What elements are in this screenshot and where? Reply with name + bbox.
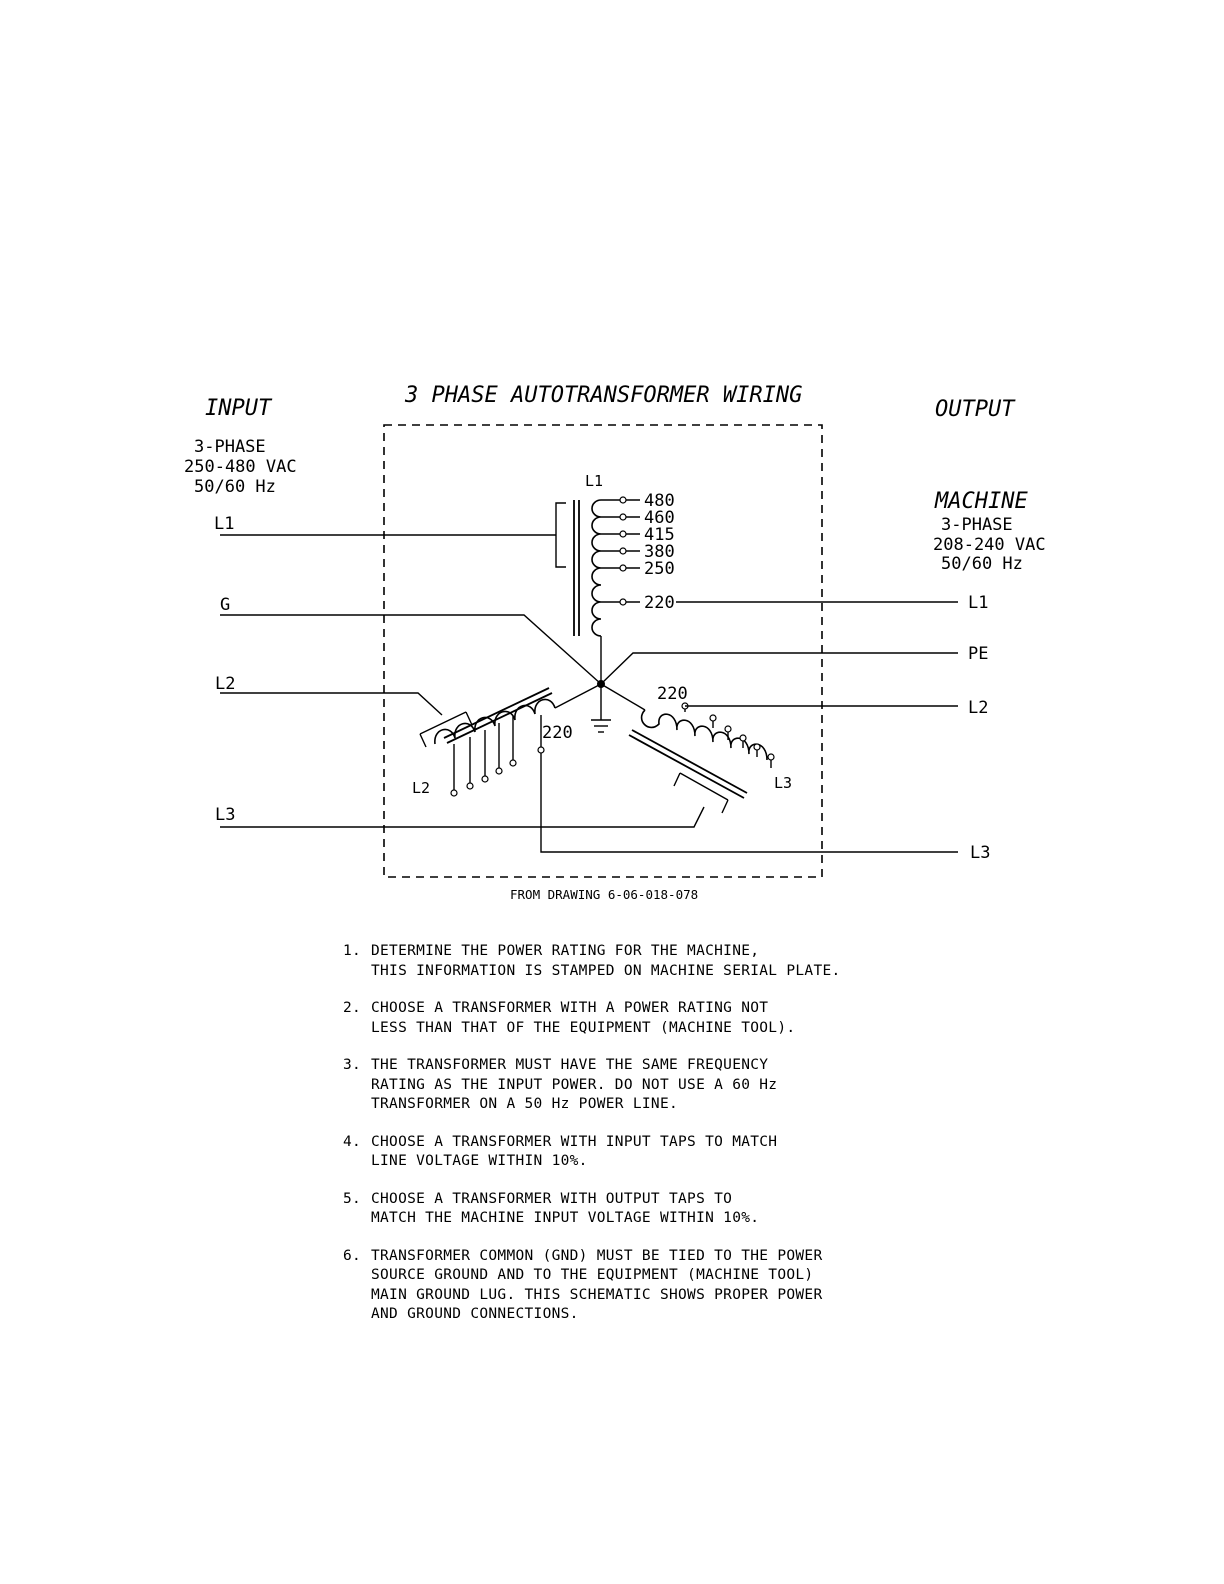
- note-number: 5.: [343, 1190, 362, 1207]
- note-item: [343, 999, 903, 1038]
- output-line-l1: L1: [968, 593, 989, 613]
- l3-winding-label: L3: [774, 774, 793, 792]
- output-phase: 3-PHASE: [941, 515, 1013, 535]
- output-l3-wire: [541, 753, 958, 852]
- diagram-title: 3 PHASE AUTOTRANSFORMER WIRING: [405, 383, 803, 408]
- note-text: DETERMINE THE POWER RATING FOR THE MACHINE, THIS INFORMATION IS STAMPED ON MACHINE SERIAL PLATE.: [371, 943, 841, 979]
- note-number: 4.: [343, 1133, 362, 1150]
- source-note: FROM DRAWING 6-06-018-078: [510, 887, 699, 902]
- input-l3-wire: [220, 807, 704, 827]
- transformer-enclosure: [384, 425, 822, 877]
- l2-tap-220: 220: [542, 723, 573, 743]
- note-number: 3.: [343, 1057, 362, 1073]
- l3-tap-220: 220: [657, 684, 688, 704]
- note-text: CHOOSE A TRANSFORMER WITH INPUT TAPS TO MATCH LINE VOLTAGE WITHIN 10%.: [371, 1133, 778, 1169]
- tap-460: 460: [644, 508, 675, 528]
- tap-220: 220: [644, 593, 675, 613]
- output-pe-wire: [601, 653, 958, 684]
- l2-winding: [420, 684, 601, 796]
- input-line-l1: L1: [214, 514, 235, 534]
- note-item: [343, 942, 903, 981]
- tap-415: 415: [644, 525, 675, 545]
- input-line-g: G: [220, 595, 231, 615]
- output-line-l2: L2: [968, 698, 989, 718]
- output-voltage: 208-240 VAC: [933, 535, 1046, 555]
- note-item: [343, 1133, 903, 1172]
- note-number: 1.: [343, 943, 362, 959]
- notes-list: [343, 942, 903, 1343]
- note-text: THE TRANSFORMER MUST HAVE THE SAME FREQUENCY RATING AS THE INPUT POWER. DO NOT USE A 60 Hz TRANSFORMER ON A 50 Hz POWER LINE.: [371, 1057, 778, 1112]
- note-number: 2.: [343, 1000, 362, 1016]
- note-text: TRANSFORMER COMMON (GND) MUST BE TIED TO THE POWER SOURCE GROUND AND TO THE EQUIPMENT (MACHINE TOOL) MAIN GROUND LUG. THIS SCHEMATIC SHOWS PROPER POWER AND GROUND CONNECTIONS.: [371, 1247, 823, 1322]
- input-line-l3: L3: [215, 805, 236, 825]
- ground-icon: [591, 684, 611, 732]
- input-l2-wire: [220, 693, 442, 715]
- tap-250: 250: [644, 559, 675, 579]
- input-voltage: 250-480 VAC: [184, 457, 297, 477]
- input-phase: 3-PHASE: [194, 437, 266, 457]
- input-frequency: 50/60 Hz: [194, 477, 276, 497]
- tap-480: 480: [644, 491, 675, 511]
- note-item: [343, 1190, 903, 1229]
- output-line-l3: L3: [970, 843, 991, 863]
- input-line-l2: L2: [215, 674, 236, 694]
- l2-winding-label: L2: [412, 779, 431, 797]
- note-item: [343, 1247, 903, 1325]
- note-item: [343, 1056, 903, 1115]
- output-heading: OUTPUT: [935, 397, 1015, 422]
- output-machine: MACHINE: [935, 489, 1028, 514]
- note-text: CHOOSE A TRANSFORMER WITH A POWER RATING NOT LESS THAN THAT OF THE EQUIPMENT (MACHINE TOOL).: [371, 1000, 796, 1036]
- l1-tap-terminals: [620, 497, 626, 605]
- output-frequency: 50/60 Hz: [941, 554, 1023, 574]
- output-line-pe: PE: [968, 644, 989, 664]
- input-heading: INPUT: [205, 396, 272, 421]
- note-number: 6.: [343, 1247, 362, 1264]
- input-g-wire: [220, 615, 601, 684]
- tap-380: 380: [644, 542, 675, 562]
- l1-winding-label: L1: [585, 472, 604, 490]
- l2-coil: [435, 699, 555, 744]
- note-text: CHOOSE A TRANSFORMER WITH OUTPUT TAPS TO MATCH THE MACHINE INPUT VOLTAGE WITHIN 10%.: [371, 1190, 760, 1226]
- l1-input-bracket: [556, 503, 566, 567]
- l1-coil: [592, 500, 601, 636]
